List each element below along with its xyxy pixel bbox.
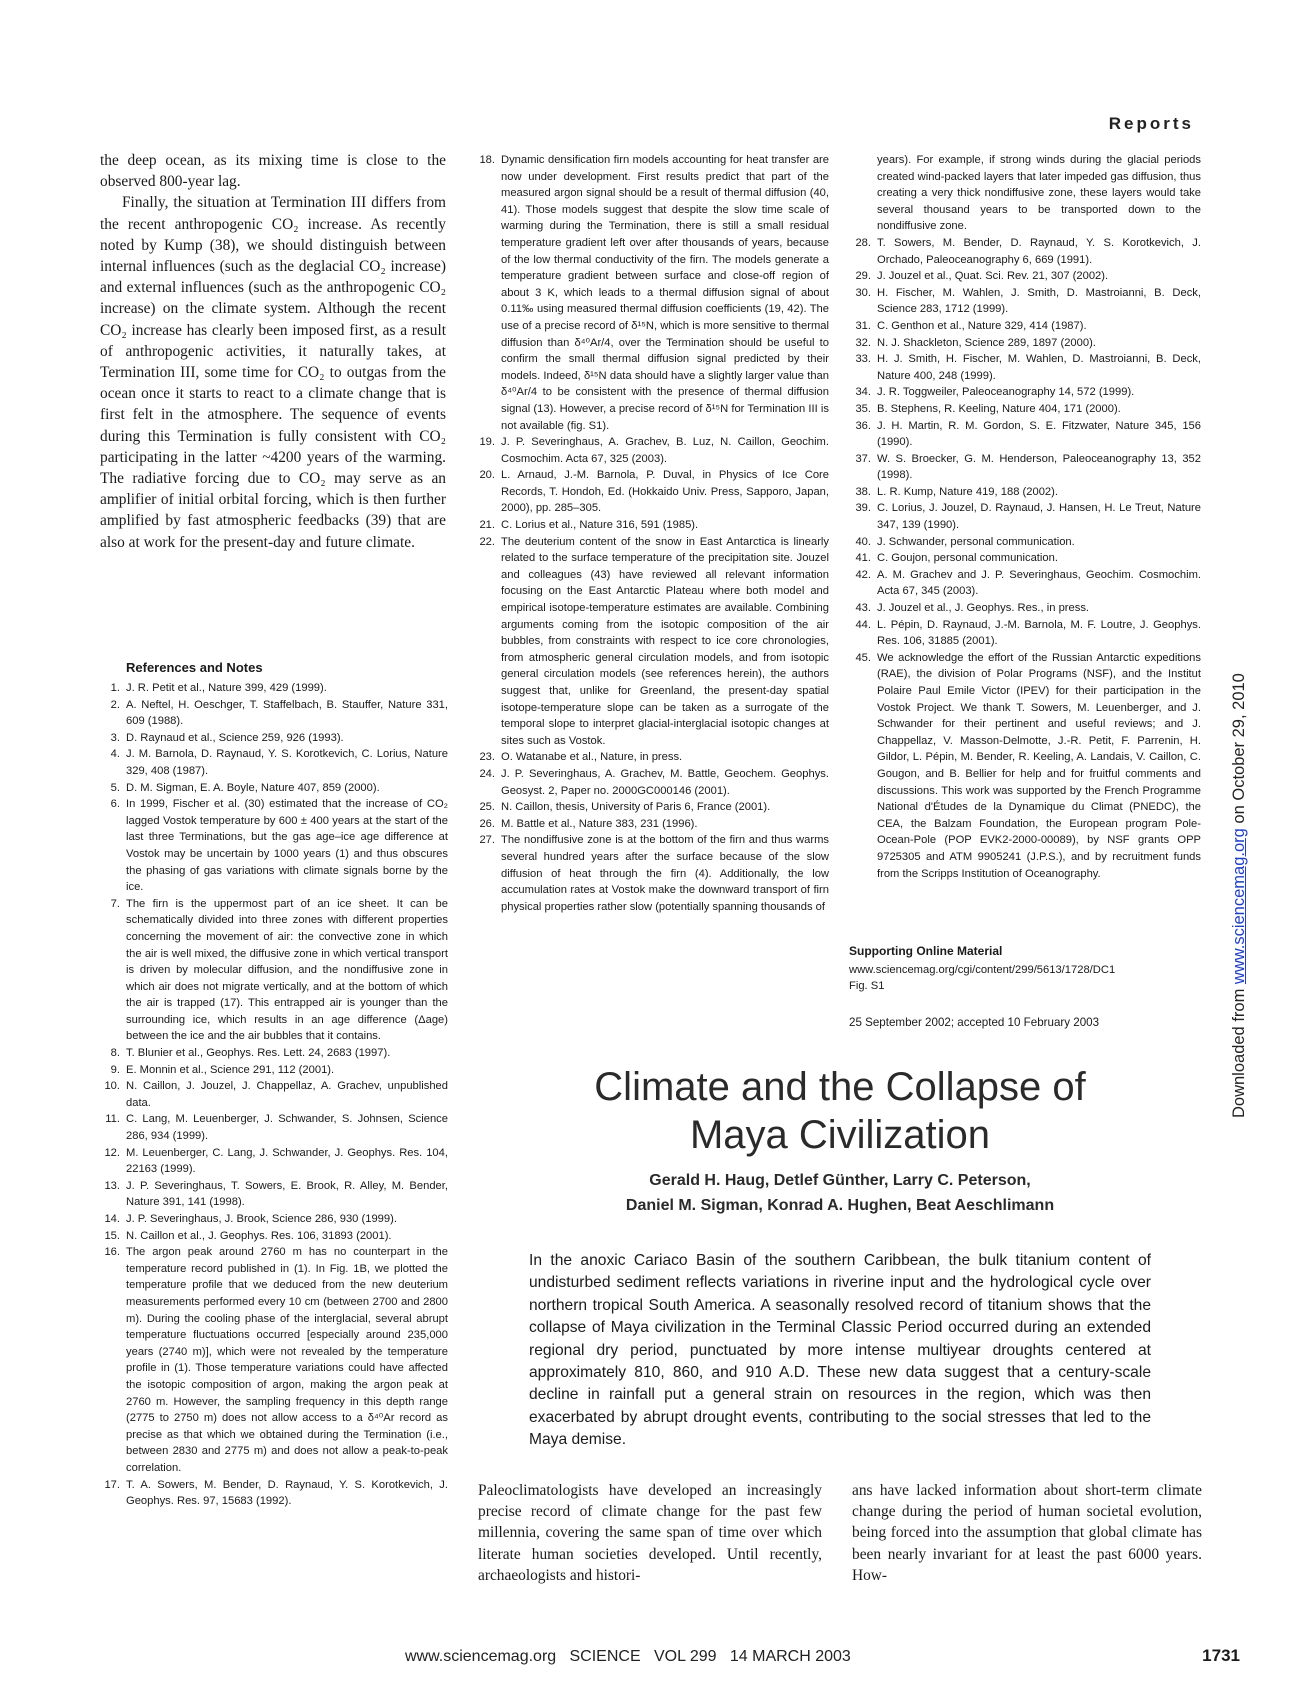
reference-number: 40. xyxy=(855,535,871,548)
reference-text: J. H. Martin, R. M. Gordon, S. E. Fitzwater, Nature 345, 156 (1990). xyxy=(877,419,1201,449)
reference-number: 19. xyxy=(479,436,495,449)
reference-text: The argon peak around 2760 m has no counterpart in the temperature record published in (1). In Fig. 1B, we plotted the temperature profile that we deduced from the new deuterium measurements performed every 10 cm (between 2700 and 2800 m). During the cooling phase of the interglacial, several abrupt temperature fluctuations occurred [especially around 235,000 years (2740 m)], which were not revealed by the temperature profile in (1). Those temperature variations could have affected the isotopic composition of argon, making the argon peak at 2760 m. However, the sampling frequency in this depth range (2775 to 2750 m) does not allow access to a δ⁴⁰Ar record as precise as that which we obtained during the Termination (i.e., between 2830 and 2775 m) and does not allow a peak-to-peak correlation. xyxy=(126,1246,448,1474)
reference-text: J. P. Severinghaus, A. Grachev, B. Luz, N. Caillon, Geochim. Cosmochim. Acta 67, 325 (2003). xyxy=(501,436,829,465)
reference-number: 17. xyxy=(104,1478,120,1491)
authors-line-1 xyxy=(470,1168,1210,1193)
reference-number: 25. xyxy=(479,801,495,814)
reference-item xyxy=(849,600,1201,617)
reference-number: 44. xyxy=(855,618,871,631)
reference-text: A. M. Grachev and J. P. Severinghaus, Geochim. Cosmochim. Acta 67, 345 (2003). xyxy=(877,568,1201,598)
article-body-right: ans have lacked information about short-term climate change during the period of human societal evolution, being forced into the assumption that global climate has been nearly invariant for at least the past 6000 years. How- xyxy=(852,1482,1202,1584)
reference-number: 21. xyxy=(479,519,495,532)
reference-number: 28. xyxy=(855,236,871,249)
reference-text: T. A. Sowers, M. Bender, D. Raynaud, Y. S. Korotkevich, J. Geophys. Res. 97, 15683 (1992). xyxy=(126,1478,448,1508)
reference-text: The firn is the uppermost part of an ice sheet. It can be schematically divided into three zones with different properties concerning the movement of air: the convective zone in which the air is well mixed, the diffusive zone in which vertical transport is driven by molecular diffusion, and the nondiffusive zone in which air does not migrate vertically, and at the bottom of which the air is trapped (17). This entrapped air is younger than the surrounding ice, which results in an age difference (Δage) between the ice and the air bubbles that it contains. xyxy=(126,897,448,1043)
reference-item xyxy=(849,567,1201,600)
reference-item xyxy=(98,697,448,730)
reference-item xyxy=(849,401,1201,418)
reference-item xyxy=(98,1244,448,1476)
reference-text: O. Watanabe et al., Nature, in press. xyxy=(501,751,683,764)
reference-number: 16. xyxy=(104,1246,120,1259)
reference-number: 18. xyxy=(479,154,495,166)
reference-item xyxy=(98,1228,448,1245)
note-27-continuation: years). For example, if strong winds during the glacial periods created wind-packed layers that later impeded gas diffusion, thus creating a very thick nondiffusive zone, these layers would take several thousand years to be transported down to the nondiffusive zone. xyxy=(877,154,1201,233)
reference-number: 14. xyxy=(104,1213,120,1225)
som-url[interactable]: www.sciencemag.org/cgi/content/299/5613/1728/DC1 xyxy=(849,964,1116,976)
reference-text: T. Blunier et al., Geophys. Res. Lett. 24, 2683 (1997). xyxy=(126,1047,391,1060)
reference-number: 15. xyxy=(104,1229,120,1242)
reference-text: J. Schwander, personal communication. xyxy=(877,535,1075,548)
reference-text: A. Neftel, H. Oeschger, T. Staffelbach, B. Stauffer, Nature 331, 609 (1988). xyxy=(126,698,448,728)
references-heading: References and Notes xyxy=(126,660,263,675)
reference-number: 39. xyxy=(855,502,871,515)
reference-number: 30. xyxy=(855,286,871,299)
footer-journal-info: www.sciencemag.org SCIENCE VOL 299 14 MARCH 2003 xyxy=(405,1648,851,1665)
reference-item xyxy=(849,318,1201,335)
reference-text: J. P. Severinghaus, J. Brook, Science 286, 930 (1999). xyxy=(126,1213,397,1225)
reference-number: 8. xyxy=(110,1047,120,1060)
reference-number: 10. xyxy=(104,1080,120,1093)
reference-number: 12. xyxy=(104,1146,120,1159)
reference-number: 45. xyxy=(855,651,871,664)
reference-text: D. M. Sigman, E. A. Boyle, Nature 407, 859 (2000). xyxy=(126,781,380,794)
reference-text: T. Sowers, M. Bender, D. Raynaud, Y. S. Korotkevich, J. Orchado, Paleoceanography 6, 669 (1991). xyxy=(877,236,1201,266)
article-authors xyxy=(470,1168,1210,1218)
reference-item xyxy=(473,799,829,816)
reference-item xyxy=(98,746,448,779)
reference-item xyxy=(98,1178,448,1211)
reference-text: The nondiffusive zone is at the bottom of the firn and thus warms several hundred years after the surface because of the slow diffusion of heat through the firn (4). Additionally, the low accumulation rates at Vostok make the downward transport of firn physical properties rather slow (potentially spanning thousands of xyxy=(501,834,829,913)
reference-text: We acknowledge the effort of the Russian Antarctic expeditions (RAE), the division of Polar Programs (NSF), and the Institut Polaire Paul Emile Victor (IPEV) for their participation in the Vostok Project. We thank T. Sowers, M. Leuenberger, and J. Schwander for their pertinent and useful reviews; and J. Chappellaz, V. Masson-Delmotte, J.-R. Petit, F. Parrenin, H. Gildor, L. Pépin, M. Bender, R. Keeling, A. Landais, V. Caillon, C. Gougon, and B. Bellier for help and for fruitful comments and discussions. This work was supported by the French Programme National d'Études de la Dynamique du Climat (PNEDC), the CEA, the Balzam Foundation, the European program Pole-Ocean-Pole (POP EVK2-2000-00089), by NSF grants OPP 9725305 and ATM 9905241 (J.P.S.), and by recruitment funds from the Scripps Institution of Oceanography. xyxy=(877,651,1201,880)
side-note-prefix: Downloaded from xyxy=(1230,988,1248,1118)
reference-text: C. Goujon, personal communication. xyxy=(877,552,1058,565)
section-heading: Reports xyxy=(1108,114,1194,133)
reference-item xyxy=(849,268,1201,285)
reference-item xyxy=(473,749,829,766)
reference-number: 13. xyxy=(104,1179,120,1192)
reference-number: 33. xyxy=(855,353,871,366)
reference-text: N. Caillon, thesis, University of Paris 6, France (2001). xyxy=(501,801,771,814)
reference-text: J. P. Severinghaus, T. Sowers, E. Brook, R. Alley, M. Bender, Nature 391, 141 (1998). xyxy=(126,1179,448,1209)
reference-text: J. Jouzel et al., J. Geophys. Res., in press. xyxy=(877,602,1090,615)
authors-line-1-text: Gerald H. Haug, Detlef Günther, Larry C. Peterson, xyxy=(649,1172,1031,1189)
reference-number: 31. xyxy=(855,319,871,332)
reference-item xyxy=(473,816,829,833)
reference-item xyxy=(98,1111,448,1144)
reference-list-1 xyxy=(98,680,448,1510)
reference-number: 36. xyxy=(855,419,871,432)
reference-number: 1. xyxy=(110,682,120,694)
reference-item xyxy=(849,550,1201,567)
reference-item xyxy=(849,451,1201,484)
reference-number: 42. xyxy=(855,568,871,581)
reference-text: J. R. Petit et al., Nature 399, 429 (1999). xyxy=(126,682,327,694)
reference-number: 3. xyxy=(110,731,120,744)
column1-body xyxy=(100,150,446,553)
reference-number: 37. xyxy=(855,452,871,465)
som-block xyxy=(849,962,1199,994)
reference-text: H. J. Smith, H. Fischer, M. Wahlen, D. Mastroianni, B. Deck, Nature 400, 248 (1999). xyxy=(877,353,1201,382)
reference-item xyxy=(849,617,1201,650)
reference-number: 35. xyxy=(855,402,871,415)
reference-number: 6. xyxy=(110,798,120,811)
reference-text: N. Caillon, J. Jouzel, J. Chappellaz, A. Grachev, unpublished data. xyxy=(126,1080,448,1109)
reference-item xyxy=(98,680,448,697)
received-dates: 25 September 2002; accepted 10 February 2003 xyxy=(849,1016,1100,1029)
page-number: 1731 xyxy=(1202,1646,1240,1665)
reference-item xyxy=(98,1211,448,1228)
reference-item xyxy=(849,335,1201,352)
reference-item xyxy=(849,534,1201,551)
reference-number: 26. xyxy=(479,817,495,830)
reference-item xyxy=(849,235,1201,268)
reference-number: 38. xyxy=(855,485,871,498)
reference-item xyxy=(473,152,829,434)
title-line-2: Maya Civilization xyxy=(689,1113,991,1157)
reference-text: D. Raynaud et al., Science 259, 926 (1993). xyxy=(126,731,344,744)
reference-item xyxy=(98,1145,448,1178)
reference-number: 41. xyxy=(855,552,871,565)
reference-number: 11. xyxy=(105,1113,120,1126)
reference-item xyxy=(849,500,1201,533)
reference-number: 7. xyxy=(110,897,120,910)
reference-number: 24. xyxy=(479,767,495,780)
reference-list-3 xyxy=(849,235,1201,882)
reference-text: L. Arnaud, J.-M. Barnola, P. Duval, in Physics of Ice Core Records, T. Hondoh, Ed. (Hokkaido Univ. Press, Sapporo, Japan, 2000), pp. 285–305. xyxy=(501,469,829,515)
reference-text: M. Leuenberger, C. Lang, J. Schwander, J. Geophys. Res. 104, 22163 (1999). xyxy=(126,1146,448,1176)
reference-item xyxy=(849,418,1201,451)
reference-number: 20. xyxy=(479,469,495,482)
references-column-1 xyxy=(98,680,448,1510)
reference-item xyxy=(98,780,448,797)
authors-line-2-text: Daniel M. Sigman, Konrad A. Hughen, Beat Aeschlimann xyxy=(625,1197,1055,1214)
reference-text: J. P. Severinghaus, A. Grachev, M. Battle, Geochem. Geophys. Geosyst. 2, Paper no. 2000GC000146 (2001). xyxy=(501,767,829,797)
reference-text: C. Lorius, J. Jouzel, D. Raynaud, J. Hansen, H. Le Treut, Nature 347, 139 (1990). xyxy=(877,502,1201,532)
reference-number: 23. xyxy=(479,751,495,764)
reference-item xyxy=(849,285,1201,318)
reference-text: M. Battle et al., Nature 383, 231 (1996). xyxy=(501,817,698,830)
references-column-2 xyxy=(473,152,829,915)
reference-item xyxy=(473,534,829,750)
reference-text: Dynamic densification firn models accounting for heat transfer are now under development. First results predict that part of the measured argon signal should be a result of thermal diffusion (40, 41). Those models suggest that despite the slow time scale of warming during the Termination, there is still a small residual temperature gradient left over after thousands of years, because of the low thermal conductivity of the firn. The models generate a temperature gradient between surface and close-off region of about 3 K, which leads to a thermal diffusion signal of about 0.11‰ using measured thermal diffusion coefficients (19, 42). The use of a precise record of δ¹⁵N, which is more sensitive to thermal diffusion than δ⁴⁰Ar/4, over the Termination should be useful to confirm the small thermal diffusion signal predicted by their models. Indeed, δ¹⁵N data should have a slightly larger value than δ⁴⁰Ar/4 to be consistent with the presence of thermal diffusion signal (13). However, a precise record of δ¹⁵N for Termination III is not available (fig. S1). xyxy=(501,154,829,432)
reference-number: 27. xyxy=(479,834,495,847)
reference-item xyxy=(98,1045,448,1062)
reference-item xyxy=(473,832,829,915)
reference-number: 4. xyxy=(110,748,120,761)
reference-text: C. Genthon et al., Nature 329, 414 (1987). xyxy=(877,319,1087,332)
reference-item xyxy=(98,1078,448,1111)
reference-number: 34. xyxy=(855,386,871,399)
reference-item xyxy=(849,351,1201,384)
reference-item xyxy=(849,484,1201,501)
reference-item xyxy=(473,467,829,517)
reference-text: C. Lang, M. Leuenberger, J. Schwander, S. Johnsen, Science 286, 934 (1999). xyxy=(126,1113,448,1143)
reference-text: B. Stephens, R. Keeling, Nature 404, 171 (2000). xyxy=(877,402,1121,415)
reference-text: N. Caillon et al., J. Geophys. Res. 106, 31893 (2001). xyxy=(126,1229,392,1242)
title-line-1: Climate and the Collapse of xyxy=(594,1065,1086,1109)
side-note-link[interactable]: www.sciencemag.org xyxy=(1230,828,1248,985)
reference-number: 5. xyxy=(110,781,120,794)
reference-item xyxy=(98,796,448,896)
reference-number: 29. xyxy=(855,270,871,283)
reference-number: 43. xyxy=(855,602,871,615)
reference-text: N. J. Shackleton, Science 289, 1897 (2000). xyxy=(877,336,1096,349)
col1-paragraph-1: the deep ocean, as its mixing time is close to the observed 800-year lag. xyxy=(100,152,446,191)
reference-text: L. R. Kump, Nature 419, 188 (2002). xyxy=(877,485,1058,498)
col1-paragraph-2: Finally, the situation at Termination III differs from the recent anthropogenic CO₂ increase. As recently noted by Kump (38), we should distinguish between internal influences (such as the deglacial CO₂ increase) and external influences (such as the anthropogenic CO₂ increase) on the climate system. Although the recent CO₂ increase has clearly been imposed first, as a result of anthropogenic activities, it naturally takes, at Termination III, some time for CO₂ to outgas from the ocean once it starts to react to a climate change that is first felt in the atmosphere. The sequence of events during this Termination is fully consistent with CO₂ participating in the latter ~4200 years of the warming. The radiative forcing due to CO₂ may serve as an amplifier of initial orbital forcing, which is then further amplified by fast atmospheric feedbacks (39) that are also at work for the present-day and future climate. xyxy=(100,194,446,551)
reference-text: C. Lorius et al., Nature 316, 591 (1985). xyxy=(501,519,699,532)
reference-item xyxy=(849,384,1201,401)
reference-item xyxy=(98,730,448,747)
reference-item xyxy=(473,517,829,534)
reference-number: 9. xyxy=(110,1063,120,1076)
side-note-suffix: on October 29, 2010 xyxy=(1230,673,1248,824)
som-fig: Fig. S1 xyxy=(849,980,885,992)
reference-item xyxy=(849,650,1201,882)
download-side-note xyxy=(1230,673,1249,1118)
reference-item xyxy=(473,766,829,799)
references-column-3 xyxy=(849,152,1201,882)
reference-number: 32. xyxy=(855,336,871,349)
reference-number: 2. xyxy=(110,698,120,711)
reference-item xyxy=(98,1477,448,1510)
reference-text: J. Jouzel et al., Quat. Sci. Rev. 21, 307 (2002). xyxy=(877,270,1109,283)
article-abstract: In the anoxic Cariaco Basin of the southern Caribbean, the bulk titanium content of undisturbed sediment reflects variations in riverine input and the hydrological cycle over northern tropical South America. A seasonally resolved record of titanium shows that the collapse of Maya civilization in the Terminal Classic Period occurred during an extended regional dry period, punctuated by more intense multiyear droughts centered at approximately 810, 860, and 910 A.D. These new data suggest that a century-scale decline in rainfall put a general strain on resources in the region, which was then exacerbated by abrupt drought events, contributing to the social stresses that led to the Maya demise. xyxy=(529,1252,1151,1449)
article-body-left: Paleoclimatologists have developed an increasingly precise record of climate change for the past few millennia, covering the same span of time over which literate human societies developed. Until recently, archaeologists and histori- xyxy=(478,1482,822,1584)
reference-text: J. R. Toggweiler, Paleoceanography 14, 572 (1999). xyxy=(877,386,1135,399)
reference-text: The deuterium content of the snow in East Antarctica is linearly related to the surface temperature of the precipitation site. Jouzel and colleagues (43) have reviewed all relevant information focusing on the East Antarctic Plateau where both model and empirical isotope-temperature estimates are available. Combining arguments coming from the isotopic composition of the air bubbles, from constraints with respect to ice core chronologies, from atmospheric general circulation models, and from isotopic general circulation models (see references herein), the authors suggest that, unlike for Greenland, the present-day spatial isotope-temperature slope can be taken as a surrogate of the temporal slope to interpret glacial-interglacial isotopic changes at sites such as Vostok. xyxy=(501,535,829,747)
reference-item xyxy=(98,896,448,1045)
reference-text: H. Fischer, M. Wahlen, J. Smith, D. Mastroianni, B. Deck, Science 283, 1712 (1999). xyxy=(877,286,1201,316)
reference-text: In 1999, Fischer et al. (30) estimated that the increase of CO₂ lagged Vostok temperature by 600 ± 400 years at the start of the last three Terminations, but the gas age–ice age difference at Vostok may be uncertain by 1000 years (1) and thus obscures the phasing of gas variations with climate signals borne by the ice. xyxy=(126,798,448,894)
authors-line-2 xyxy=(470,1193,1210,1218)
reference-number: 22. xyxy=(479,535,495,548)
reference-item xyxy=(473,434,829,467)
som-heading: Supporting Online Material xyxy=(849,944,1003,958)
reference-item xyxy=(98,1062,448,1079)
reference-text: W. S. Broecker, G. M. Henderson, Paleoceanography 13, 352 (1998). xyxy=(877,452,1201,482)
reference-list-2 xyxy=(473,152,829,915)
reference-text: L. Pépin, D. Raynaud, J.-M. Barnola, M. F. Loutre, J. Geophys. Res. 106, 31885 (2001). xyxy=(877,618,1201,648)
reference-text: E. Monnin et al., Science 291, 112 (2001). xyxy=(126,1063,335,1076)
article-title xyxy=(470,1063,1210,1159)
reference-text: J. M. Barnola, D. Raynaud, Y. S. Korotkevich, C. Lorius, Nature 329, 408 (1987). xyxy=(126,748,448,777)
